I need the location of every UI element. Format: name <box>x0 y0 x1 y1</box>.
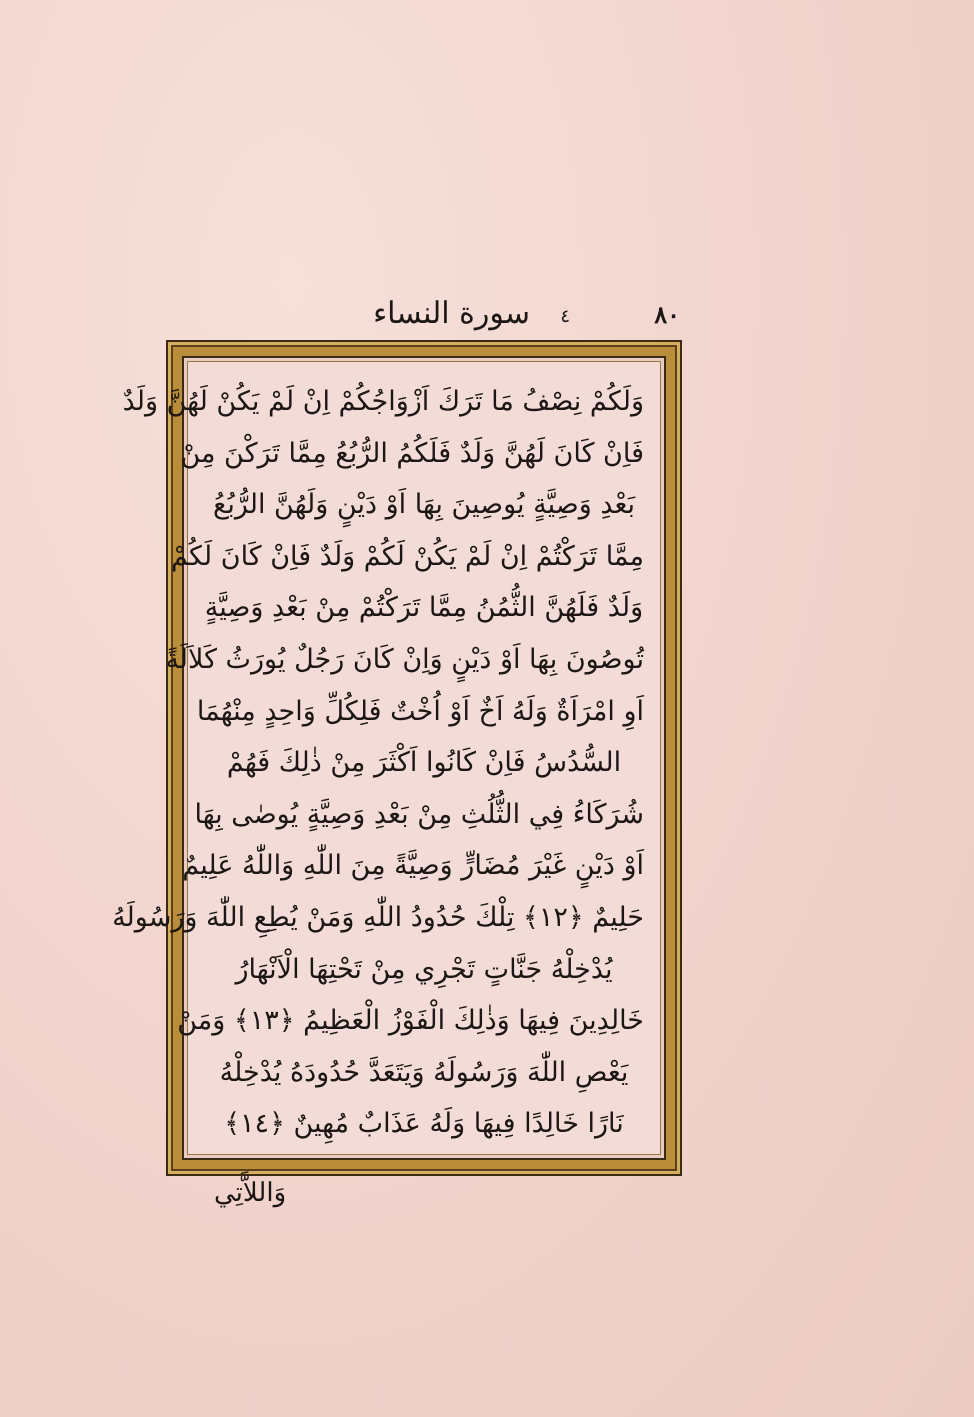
text-panel <box>112 356 666 1160</box>
text-line-14: يَعْصِ اللّٰهَ وَرَسُولَهُ وَيَتَعَدَّ حُدُودَهُ يُدْخِلْهُ <box>219 1056 629 1088</box>
ornamental-frame <box>112 340 682 1176</box>
text-line-12: يُدْخِلْهُ جَنَّاتٍ تَجْرِي مِنْ تَحْتِهَا الْاَنْهَارُ <box>235 953 613 985</box>
text-line-2: فَاِنْ كَانَ لَهُنَّ وَلَدٌ فَلَكُمُ الرُّبُعُ مِمَّا تَرَكْنَ مِنْ <box>180 437 644 469</box>
page-number: ٨٠ <box>654 300 680 329</box>
page-header <box>170 296 680 340</box>
quran-text <box>112 376 644 1140</box>
text-line-3: بَعْدِ وَصِيَّةٍ يُوصِينَ بِهَا اَوْ دَيْنٍ وَلَهُنَّ الرُّبُعُ <box>212 489 636 521</box>
text-line-15: نَارًا خَالِدًا فِيهَا وَلَهُ عَذَابٌ مُهِينٌ ﴿١٤﴾ <box>224 1108 624 1140</box>
text-line-9: شُرَكَاءُ فِي الثُّلُثِ مِنْ بَعْدِ وَصِيَّةٍ يُوصٰى بِهَا <box>194 798 644 830</box>
text-line-11: حَلِيمٌ ﴿١٢﴾ تِلْكَ حُدُودُ اللّٰهِ وَمَنْ يُطِعِ اللّٰهَ وَرَسُولَهُ <box>112 901 644 933</box>
text-line-7: اَوِ امْرَاَةٌ وَلَهُ اَخٌ اَوْ اُخْتٌ فَلِكُلِّ وَاحِدٍ مِنْهُمَا <box>196 695 644 727</box>
text-line-6: تُوصُونَ بِهَا اَوْ دَيْنٍ وَاِنْ كَانَ رَجُلٌ يُورَثُ كَلاَلَةً <box>165 643 644 675</box>
catchword: وَاللاَّتِي <box>214 1178 287 1208</box>
text-line-5: وَلَدٌ فَلَهُنَّ الثُّمُنُ مِمَّا تَرَكْتُمْ مِنْ بَعْدِ وَصِيَّةٍ <box>204 592 644 624</box>
surah-number: ٤ <box>560 306 570 327</box>
text-line-4: مِمَّا تَرَكْتُمْ اِنْ لَمْ يَكُنْ لَكُمْ وَلَدٌ فَاِنْ كَانَ لَكُمْ <box>171 540 644 572</box>
text-line-1: وَلَكُمْ نِصْفُ مَا تَرَكَ اَزْوَاجُكُمْ اِنْ لَمْ يَكُنْ لَهُنَّ وَلَدٌ <box>122 386 644 417</box>
text-line-13: خَالِدِينَ فِيهَا وَذٰلِكَ الْفَوْزُ الْعَظِيمُ ﴿١٣﴾ وَمَنْ <box>177 1005 644 1037</box>
text-line-10: اَوْ دَيْنٍ غَيْرَ مُضَارٍّ وَصِيَّةً مِنَ اللّٰهِ وَاللّٰهُ عَلِيمٌ <box>182 850 644 882</box>
surah-title: سورة النساء <box>373 296 530 331</box>
text-line-8: السُّدُسُ فَاِنْ كَانُوا اَكْثَرَ مِنْ ذٰلِكَ فَهُمْ <box>226 747 622 779</box>
